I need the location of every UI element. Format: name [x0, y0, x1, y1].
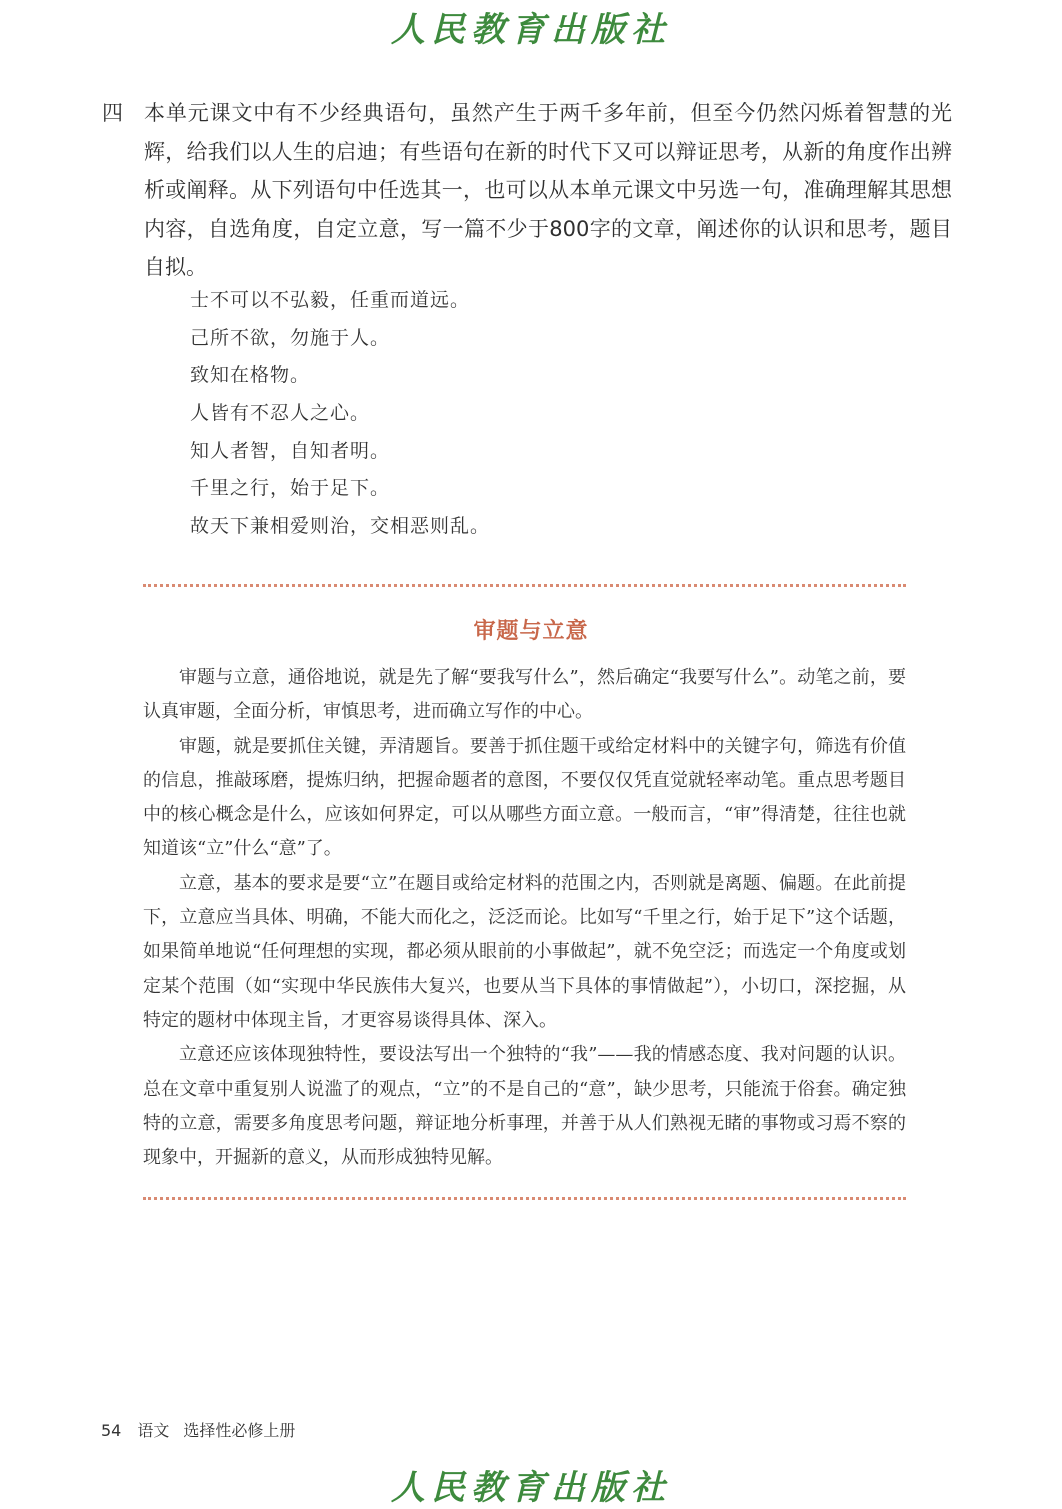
publisher-logo: 人民教育出版社: [391, 1468, 671, 1508]
paragraph: 审题与立意，通俗地说，就是先了解“要我写什么”，然后确定“我要写什么”。动笔之前，要认真审题，全面分析，审慎思考，进而确立写作的中心。: [143, 667, 906, 723]
dotted-divider: [143, 584, 906, 587]
paragraph: 立意还应该体现独特性，要设法写出一个独特的“我”——我的情感态度、我对问题的认识。总在文章中重复别人说滥了的观点，“立”的不是自己的“意”，缺少思考，只能流于俗套。确定独特的立意，需要多角度思考问题，辩证地分析事理，并善于从人们熟视无睹的事物或习焉不察的现象中，开掘新的意义，从而形成独特见解。: [143, 1044, 906, 1169]
section-body: [143, 661, 906, 1175]
volume-title: 选择性必修上册: [183, 1421, 296, 1440]
task-prompt: 本单元课文中有不少经典语句，虽然产生于两千多年前，但至今仍然闪烁着智慧的光辉，给我们以人生的启迪；有些语句在新的时代下又可以辩证思考，从新的角度作出辨析或阐释。从下列语句中任选其一，也可以从本单元课文中另选一句，准确理解其思想内容，自选角度，自定立意，写一篇不少于800字的文章，阐述你的认识和思考，题目自拟。: [144, 101, 952, 280]
quote-item: 故天下兼相爱则治，交相恶则乱。: [190, 515, 491, 538]
page-number: 54: [101, 1421, 122, 1440]
publisher-logo: 人民教育出版社: [391, 10, 671, 50]
quote-item: 千里之行，始于足下。: [190, 477, 391, 500]
dotted-divider: [143, 1197, 906, 1200]
quote-item: 人皆有不忍人之心。: [190, 402, 371, 425]
paragraph: 审题，就是要抓住关键，弄清题旨。要善于抓住题干或给定材料中的关键字句，筛选有价值的信息，推敲琢磨，提炼归纳，把握命题者的意图，不要仅仅凭直觉就轻率动笔。重点思考题目中的核心概念是什么，应该如何界定，可以从哪些方面立意。一般而言，“审”得清楚，往往也就知道该“立”什么“意”了。: [143, 735, 906, 860]
quote-item: 己所不欲，勿施于人。: [190, 326, 391, 349]
section-title: 审题与立意: [473, 619, 589, 644]
book-title: 语文: [137, 1421, 170, 1440]
writing-task: [102, 94, 952, 287]
quote-list: [190, 282, 490, 546]
page-footer: [101, 1418, 295, 1441]
quote-item: 士不可以不弘毅，任重而道远。: [190, 289, 471, 311]
quote-item: 知人者智，自知者明。: [190, 439, 391, 462]
quote-item: 致知在格物。: [190, 364, 311, 387]
paragraph: 立意，基本的要求是要“立”在题目或给定材料的范围之内，否则就是离题、偏题。在此前提下，立意应当具体、明确，不能大而化之，泛泛而论。比如写“千里之行，始于足下”这个话题，如果简单地说“任何理想的实现，都必须从眼前的小事做起”，就不免空泛；而选定一个角度或划定某个范围（如“实现中华民族伟大复兴，也要从当下具体的事情做起”），小切口，深挖掘，从特定的题材中体现主旨，才更容易谈得具体、深入。: [143, 872, 906, 1031]
task-number: 四: [102, 101, 123, 125]
